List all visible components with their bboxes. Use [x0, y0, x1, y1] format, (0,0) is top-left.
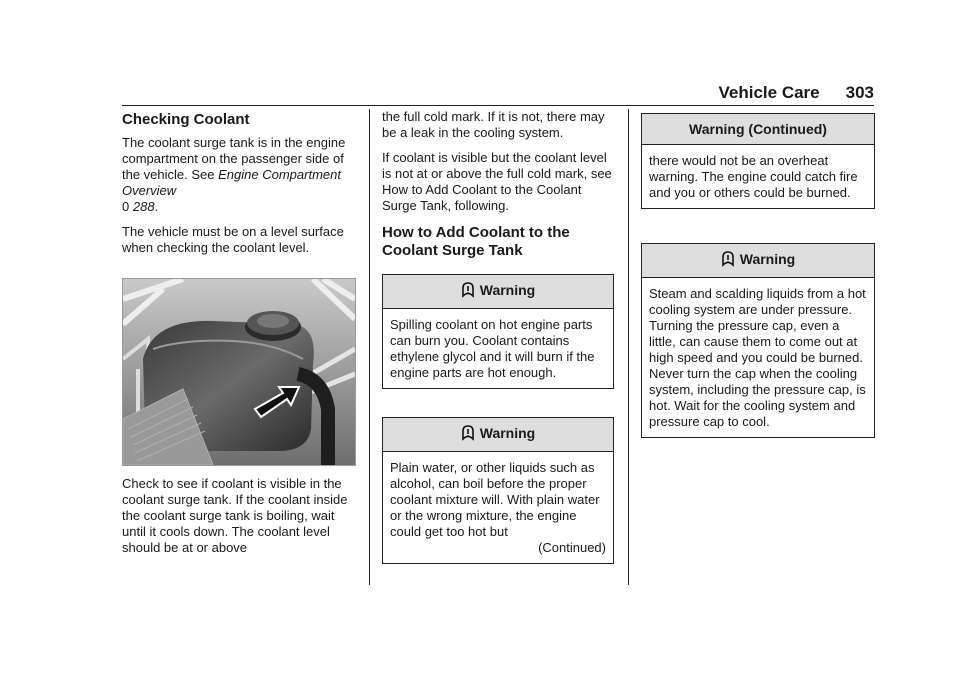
warning-box: [641, 243, 875, 438]
continued-label: (Continued): [538, 540, 606, 555]
paragraph: The coolant surge tank is in the engine compartment on the passenger side of the vehicle. See Engine Compartment Overview 0 288.: [122, 135, 346, 214]
warning-box: [382, 417, 614, 564]
subsection-heading: How to Add Coolant to the Coolant Surge Tank: [382, 224, 570, 259]
warning-icon: [461, 282, 475, 302]
warning-body: there would not be an overheat warning. The engine could catch fire and you or others could be burned.: [649, 153, 858, 200]
warning-title: [383, 275, 613, 309]
warning-title-text: Warning: [479, 282, 536, 298]
paragraph: the full cold mark. If it is not, there may be a leak in the cooling system.: [382, 109, 605, 140]
warning-body: Spilling coolant on hot engine parts can burn you. Coolant contains ethylene glycol and it will burn if the engine parts are hot enough.: [390, 317, 595, 380]
page-ref-number[interactable]: 288: [132, 199, 155, 214]
column-1: [122, 109, 358, 565]
page-ref-symbol: 0: [122, 199, 130, 214]
warning-body: Plain water, or other liquids such as alcohol, can boil before the proper coolant mixture will. With plain water or the wrong mixture, the engine could get too hot but: [390, 460, 600, 539]
warning-title: Warning (Continued): [642, 114, 874, 145]
paragraph: Check to see if coolant is visible in the coolant surge tank. If the coolant inside the coolant surge tank is boiling, wait until it cools down. The coolant level should be at or above: [122, 476, 348, 555]
paragraph: The vehicle must be on a level surface when checking the coolant level.: [122, 224, 344, 255]
warning-title-text: Warning: [739, 251, 796, 267]
column-divider: [369, 109, 370, 585]
warning-icon: [721, 251, 735, 271]
coolant-tank-photo: [122, 278, 356, 466]
header-rule: [122, 105, 874, 106]
warning-icon: [461, 425, 475, 445]
warning-title-text: Warning: [479, 425, 536, 441]
section-title: Vehicle Care: [718, 83, 820, 102]
page-header: [719, 83, 875, 103]
paragraph-text: The coolant surge tank is in the engine compartment on the passenger side of the vehicle. See: [122, 135, 346, 182]
warning-body: Steam and scalding liquids from a hot cooling system are under pressure. Turning the pressure cap, even a little, can cause them to come out at high speed and you could be burned. Never turn the cap when the cooling system, including the pressure cap, is hot. Wait for the cooling system and pressure cap to cool.: [649, 286, 866, 429]
column-divider: [628, 109, 629, 585]
cross-reference-link[interactable]: Engine Compartment Overview: [122, 167, 341, 198]
warning-box-continued: [641, 113, 875, 209]
warning-box: [382, 274, 614, 389]
column-2: [382, 109, 614, 592]
warning-title: [642, 244, 874, 278]
section-heading: Checking Coolant: [122, 111, 250, 128]
page-number: 303: [845, 83, 874, 102]
column-3: [641, 109, 875, 466]
paragraph: If coolant is visible but the coolant level is not at or above the full cold mark, see How to Add Coolant to the Coolant Surge Tank, following.: [382, 150, 612, 213]
warning-title: [383, 418, 613, 452]
